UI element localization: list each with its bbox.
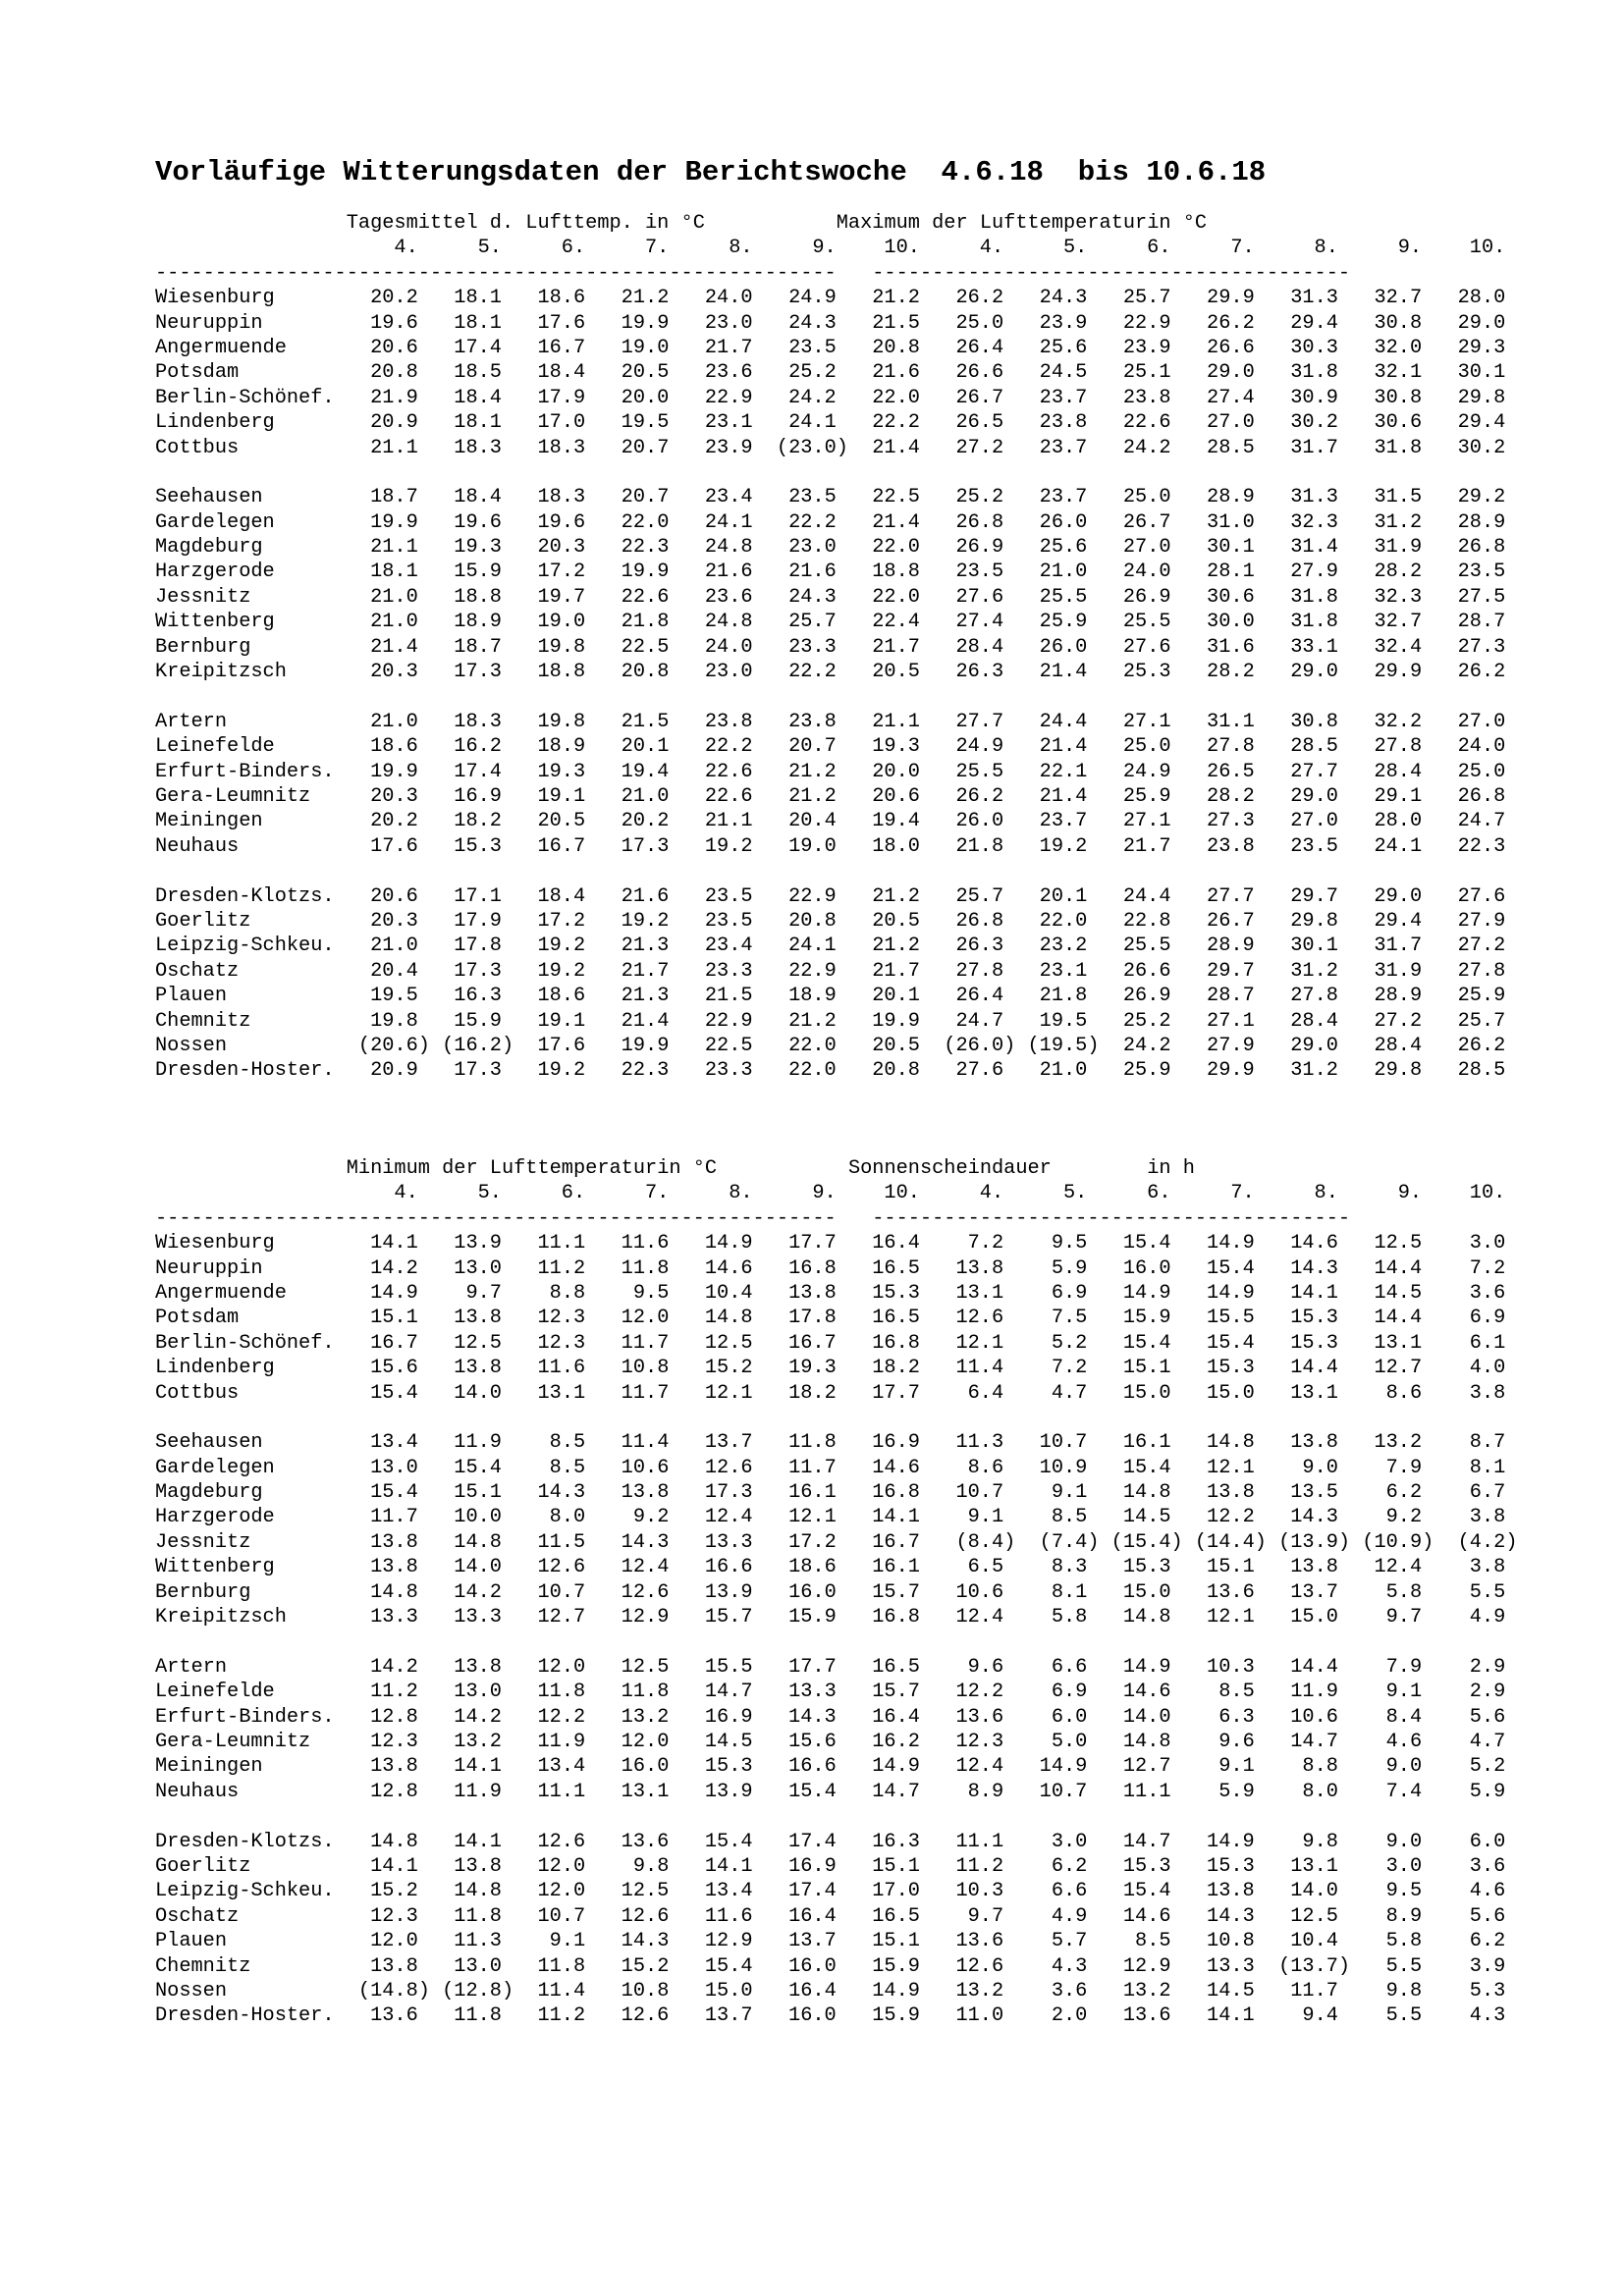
station-name: Neuruppin (155, 1256, 263, 1280)
table-row (155, 1929, 1518, 1953)
right-values: 6.4 4.7 15.0 15.0 13.1 8.6 3.8 (932, 1381, 1518, 1405)
left-values: 15.4 14.0 13.1 11.7 12.1 18.2 17.7 (334, 1381, 933, 1405)
table-row (155, 834, 1518, 859)
station-name: Gera-Leumnitz (155, 784, 311, 808)
table-row (155, 1754, 1518, 1779)
table-row (155, 660, 1518, 684)
left-values: (20.6) (16.2) 17.6 19.9 22.5 22.0 20.5 (334, 1034, 933, 1057)
station-name: Oschatz (155, 959, 240, 983)
station-name: Dresden-Klotzs. (155, 1830, 335, 1853)
table-row (155, 1306, 1518, 1330)
table-row (155, 884, 1518, 909)
group-spacer (155, 1406, 1518, 1430)
right-values: 26.4 25.6 23.9 26.6 30.3 32.0 29.3 (932, 336, 1518, 359)
station-name: Leipzig-Schkeu. (155, 934, 335, 958)
right-values: 28.4 26.0 27.6 31.6 33.1 32.4 27.3 (932, 635, 1518, 659)
left-values: 21.0 18.3 19.8 21.5 23.8 23.8 21.1 (334, 710, 933, 733)
station-name: Lindenberg (155, 411, 275, 435)
table-row (155, 1058, 1518, 1083)
table-row (155, 286, 1518, 310)
left-values: 15.1 13.8 12.3 12.0 14.8 17.8 16.5 (334, 1307, 933, 1330)
left-values: 19.9 17.4 19.3 19.4 22.6 21.2 20.0 (334, 760, 933, 783)
station-name: Kreipitzsch (155, 1606, 287, 1629)
group-spacer (155, 460, 1518, 485)
station-name: Chemnitz (155, 1954, 251, 1978)
station-name: Wittenberg (155, 1556, 275, 1579)
right-values: 9.1 8.5 14.5 12.2 14.3 9.2 3.8 (932, 1506, 1518, 1529)
table-row (155, 784, 1518, 809)
right-values: 12.4 5.8 14.8 12.1 15.0 9.7 4.9 (932, 1606, 1518, 1629)
right-values: 21.8 19.2 21.7 23.8 23.5 24.1 22.3 (932, 834, 1518, 858)
right-values: 11.4 7.2 15.1 15.3 14.4 12.7 4.0 (932, 1357, 1518, 1380)
station-name: Dresden-Klotzs. (155, 884, 335, 908)
right-values: 26.3 23.2 25.5 28.9 30.1 31.7 27.2 (932, 934, 1518, 958)
right-values: 24.7 19.5 25.2 27.1 28.4 27.2 25.7 (932, 1009, 1518, 1033)
right-values: 27.2 23.7 24.2 28.5 31.7 31.8 30.2 (932, 436, 1518, 459)
station-name: Wiesenburg (155, 1232, 275, 1255)
table-row (155, 2003, 1518, 2028)
table-row (155, 1979, 1518, 2003)
table-row (155, 1530, 1518, 1555)
left-values: 13.4 11.9 8.5 11.4 13.7 11.8 16.9 (334, 1431, 933, 1455)
right-values: (26.0) (19.5) 24.2 27.9 29.0 28.4 26.2 (932, 1034, 1518, 1057)
left-values: 14.1 13.9 11.1 11.6 14.9 17.7 16.4 (334, 1232, 933, 1255)
left-values: 13.6 11.8 11.2 12.6 13.7 16.0 15.9 (334, 2004, 933, 2028)
right-values: 27.7 24.4 27.1 31.1 30.8 32.2 27.0 (932, 710, 1518, 733)
station-name: Nossen (155, 1034, 228, 1057)
left-values: 18.1 15.9 17.2 19.9 21.6 21.6 18.8 (334, 561, 933, 584)
table-row (155, 909, 1518, 934)
table-row (155, 1680, 1518, 1704)
table-row (155, 1904, 1518, 1929)
station-name: Gardelegen (155, 1456, 275, 1479)
station-name: Bernburg (155, 1580, 251, 1604)
left-values: 21.0 17.8 19.2 21.3 23.4 24.1 21.2 (334, 934, 933, 958)
table-row (155, 1381, 1518, 1406)
left-values: 14.2 13.8 12.0 12.5 15.5 17.7 16.5 (334, 1655, 933, 1679)
right-values: 11.3 10.7 16.1 14.8 13.8 13.2 8.7 (932, 1431, 1518, 1455)
table-row (155, 1231, 1518, 1255)
left-values: 16.7 12.5 12.3 11.7 12.5 16.7 16.8 (334, 1331, 933, 1355)
table-rule: --------------------------------------------------------- ---------------------------------------- (155, 1206, 1351, 1230)
right-values: 24.9 21.4 25.0 27.8 28.5 27.8 24.0 (932, 735, 1518, 759)
table-row (155, 934, 1518, 958)
station-name: Erfurt-Binders. (155, 760, 335, 783)
table-row (155, 1331, 1518, 1356)
left-values: 21.1 19.3 20.3 22.3 24.8 23.0 22.0 (334, 536, 933, 560)
right-values: 25.7 20.1 24.4 27.7 29.7 29.0 27.6 (932, 884, 1518, 908)
station-name: Magdeburg (155, 1481, 263, 1505)
right-values: 8.6 10.9 15.4 12.1 9.0 7.9 8.1 (932, 1456, 1518, 1479)
group-spacer (155, 1804, 1518, 1829)
right-values: 26.8 22.0 22.8 26.7 29.8 29.4 27.9 (932, 909, 1518, 933)
station-name: Dresden-Hoster. (155, 1059, 335, 1083)
table-row (155, 1580, 1518, 1605)
table-row (155, 436, 1518, 460)
table-row (155, 1555, 1518, 1579)
table-row (155, 809, 1518, 833)
table-header-days: 4. 5. 6. 7. 8. 9. 10. 4. 5. 6. 7. 8. 9. 10. (155, 1182, 1518, 1205)
right-column-title: Maximum der Lufttemperatur (836, 212, 1148, 235)
station-name: Bernburg (155, 635, 251, 659)
table-row (155, 1830, 1518, 1854)
table-row (155, 510, 1518, 535)
right-values: 7.2 9.5 15.4 14.9 14.6 12.5 3.0 (932, 1232, 1518, 1255)
left-values: 20.3 16.9 19.1 21.0 22.6 21.2 20.6 (334, 784, 933, 808)
left-values: 14.8 14.1 12.6 13.6 15.4 17.4 16.3 (334, 1830, 933, 1853)
left-values: 14.2 13.0 11.2 11.8 14.6 16.8 16.5 (334, 1256, 933, 1280)
left-values: 18.6 16.2 18.9 20.1 22.2 20.7 19.3 (334, 735, 933, 759)
left-values: 13.8 14.1 13.4 16.0 15.3 16.6 14.9 (334, 1755, 933, 1779)
station-name: Leinefelde (155, 1681, 275, 1704)
right-values: 26.2 24.3 25.7 29.9 31.3 32.7 28.0 (932, 287, 1518, 310)
station-name: Meiningen (155, 810, 263, 833)
right-values: 10.3 6.6 15.4 13.8 14.0 9.5 4.6 (932, 1880, 1518, 1903)
left-column-unit: in °C (645, 212, 705, 235)
right-values: 26.9 25.6 27.0 30.1 31.4 31.9 26.8 (932, 536, 1518, 560)
left-values: 20.6 17.1 18.4 21.6 23.5 22.9 21.2 (334, 884, 933, 908)
right-values: 13.1 6.9 14.9 14.9 14.1 14.5 3.6 (932, 1281, 1518, 1305)
station-name: Leipzig-Schkeu. (155, 1880, 335, 1903)
left-values: 13.8 13.0 11.8 15.2 15.4 16.0 15.9 (334, 1954, 933, 1978)
table-row (155, 1705, 1518, 1730)
left-values: 21.0 18.9 19.0 21.8 24.8 25.7 22.4 (334, 611, 933, 634)
left-values: 12.8 11.9 11.1 13.1 13.9 15.4 14.7 (334, 1780, 933, 1803)
right-values: 25.5 22.1 24.9 26.5 27.7 28.4 25.0 (932, 760, 1518, 783)
right-values: (8.4) (7.4) (15.4) (14.4) (13.9) (10.9) (4.2) (932, 1530, 1518, 1554)
table-row (155, 1256, 1518, 1281)
table-header-days: 4. 5. 6. 7. 8. 9. 10. 4. 5. 6. 7. 8. 9. 10. (155, 237, 1518, 260)
right-values: 12.4 14.9 12.7 9.1 8.8 9.0 5.2 (932, 1755, 1518, 1779)
right-values: 26.4 21.8 26.9 28.7 27.8 28.9 25.9 (932, 985, 1518, 1008)
table-row (155, 1356, 1518, 1380)
right-values: 9.6 6.6 14.9 10.3 14.4 7.9 2.9 (932, 1655, 1518, 1679)
table-row (155, 360, 1518, 385)
left-values: 15.2 14.8 12.0 12.5 13.4 17.4 17.0 (334, 1880, 933, 1903)
table-row (155, 336, 1518, 360)
left-values: 12.3 13.2 11.9 12.0 14.5 15.6 16.2 (334, 1730, 933, 1753)
left-values: 14.8 14.2 10.7 12.6 13.9 16.0 15.7 (334, 1580, 933, 1604)
right-values: 26.6 24.5 25.1 29.0 31.8 32.1 30.1 (932, 361, 1518, 385)
station-name: Harzgerode (155, 1506, 275, 1529)
table-row (155, 410, 1518, 435)
right-values: 12.6 7.5 15.9 15.5 15.3 14.4 6.9 (932, 1307, 1518, 1330)
table-row (155, 1480, 1518, 1505)
station-name: Magdeburg (155, 536, 263, 560)
right-values: 13.8 5.9 16.0 15.4 14.3 14.4 7.2 (932, 1256, 1518, 1280)
station-name: Neuhaus (155, 834, 240, 858)
station-name: Lindenberg (155, 1357, 275, 1380)
left-column-title: Tagesmittel d. Lufttemp. (346, 212, 633, 235)
station-name: Berlin-Schönef. (155, 386, 335, 409)
right-values: 12.1 5.2 15.4 15.4 15.3 13.1 6.1 (932, 1331, 1518, 1355)
left-values: 21.0 18.8 19.7 22.6 23.6 24.3 22.0 (334, 585, 933, 609)
station-name: Wiesenburg (155, 287, 275, 310)
left-values: 21.4 18.7 19.8 22.5 24.0 23.3 21.7 (334, 635, 933, 659)
left-values: 21.1 18.3 18.3 20.7 23.9 (23.0) 21.4 (334, 436, 933, 459)
left-values: 20.8 18.5 18.4 20.5 23.6 25.2 21.6 (334, 361, 933, 385)
left-values: 20.6 17.4 16.7 19.0 21.7 23.5 20.8 (334, 336, 933, 359)
left-values: 13.0 15.4 8.5 10.6 12.6 11.7 14.6 (334, 1456, 933, 1479)
table-row (155, 610, 1518, 634)
station-name: Neuruppin (155, 311, 263, 335)
left-values: 14.9 9.7 8.8 9.5 10.4 13.8 15.3 (334, 1281, 933, 1305)
right-values: 13.6 5.7 8.5 10.8 10.4 5.8 6.2 (932, 1930, 1518, 1953)
left-values: (14.8) (12.8) 11.4 10.8 15.0 16.4 14.9 (334, 1979, 933, 2002)
left-values: 19.8 15.9 19.1 21.4 22.9 21.2 19.9 (334, 1009, 933, 1033)
table-row (155, 1730, 1518, 1754)
right-values: 26.7 23.7 23.8 27.4 30.9 30.8 29.8 (932, 386, 1518, 409)
left-values: 20.3 17.3 18.8 20.8 23.0 22.2 20.5 (334, 661, 933, 684)
station-name: Artern (155, 710, 228, 733)
left-values: 11.2 13.0 11.8 11.8 14.7 13.3 15.7 (334, 1681, 933, 1704)
station-name: Oschatz (155, 1904, 240, 1928)
left-values: 19.6 18.1 17.6 19.9 23.0 24.3 21.5 (334, 311, 933, 335)
right-values: 26.8 26.0 26.7 31.0 32.3 31.2 28.9 (932, 510, 1518, 534)
station-name: Angermuende (155, 1281, 287, 1305)
table-row (155, 1954, 1518, 1979)
left-values: 18.7 18.4 18.3 20.7 23.4 23.5 22.5 (334, 486, 933, 509)
table-row (155, 386, 1518, 410)
right-values: 11.1 3.0 14.7 14.9 9.8 9.0 6.0 (932, 1830, 1518, 1853)
station-name: Potsdam (155, 361, 240, 385)
table-row (155, 535, 1518, 560)
table-row (155, 1780, 1518, 1804)
right-values: 10.6 8.1 15.0 13.6 13.7 5.8 5.5 (932, 1580, 1518, 1604)
station-name: Kreipitzsch (155, 661, 287, 684)
right-column-unit: in h (1147, 1157, 1195, 1180)
right-values: 12.6 4.3 12.9 13.3 (13.7) 5.5 3.9 (932, 1954, 1518, 1978)
table-row (155, 760, 1518, 784)
right-values: 11.2 6.2 15.3 15.3 13.1 3.0 3.6 (932, 1854, 1518, 1878)
left-values: 15.6 13.8 11.6 10.8 15.2 19.3 18.2 (334, 1357, 933, 1380)
table-row (155, 1430, 1518, 1455)
right-values: 13.6 6.0 14.0 6.3 10.6 8.4 5.6 (932, 1705, 1518, 1729)
table-min-temperature-sunshine (155, 1156, 1518, 2029)
station-name: Nossen (155, 1979, 228, 2002)
table-row (155, 1655, 1518, 1680)
right-values: 10.7 9.1 14.8 13.8 13.5 6.2 6.7 (932, 1481, 1518, 1505)
left-values: 12.8 14.2 12.2 13.2 16.9 14.3 16.4 (334, 1705, 933, 1729)
right-values: 26.3 21.4 25.3 28.2 29.0 29.9 26.2 (932, 661, 1518, 684)
group-spacer (155, 1629, 1518, 1654)
station-name: Angermuende (155, 336, 287, 359)
left-values: 20.2 18.2 20.5 20.2 21.1 20.4 19.4 (334, 810, 933, 833)
station-name: Plauen (155, 985, 228, 1008)
table-header-titles (155, 1156, 1518, 1181)
table-row (155, 1879, 1518, 1903)
right-values: 26.0 23.7 27.1 27.3 27.0 28.0 24.7 (932, 810, 1518, 833)
right-values: 12.3 5.0 14.8 9.6 14.7 4.6 4.7 (932, 1730, 1518, 1753)
station-name: Jessnitz (155, 585, 251, 609)
left-values: 13.3 13.3 12.7 12.9 15.7 15.9 16.8 (334, 1606, 933, 1629)
right-values: 11.0 2.0 13.6 14.1 9.4 5.5 4.3 (932, 2004, 1518, 2028)
left-values: 20.2 18.1 18.6 21.2 24.0 24.9 21.2 (334, 287, 933, 310)
station-name: Plauen (155, 1930, 228, 1953)
table-row (155, 585, 1518, 610)
table-row (155, 1034, 1518, 1058)
station-name: Jessnitz (155, 1530, 251, 1554)
right-values: 6.5 8.3 15.3 15.1 13.8 12.4 3.8 (932, 1556, 1518, 1579)
right-values: 25.0 23.9 22.9 26.2 29.4 30.8 29.0 (932, 311, 1518, 335)
station-name: Harzgerode (155, 561, 275, 584)
station-name: Goerlitz (155, 1854, 251, 1878)
station-name: Cottbus (155, 1381, 240, 1405)
table-row (155, 635, 1518, 660)
group-spacer (155, 684, 1518, 709)
table-row (155, 1009, 1518, 1034)
table-row (155, 734, 1518, 759)
station-name: Chemnitz (155, 1009, 251, 1033)
right-column-unit: in °C (1147, 212, 1208, 235)
table-header-titles (155, 211, 1518, 236)
left-values: 15.4 15.1 14.3 13.8 17.3 16.1 16.8 (334, 1481, 933, 1505)
left-values: 14.1 13.8 12.0 9.8 14.1 16.9 15.1 (334, 1854, 933, 1878)
left-values: 19.9 19.6 19.6 22.0 24.1 22.2 21.4 (334, 510, 933, 534)
right-values: 27.6 25.5 26.9 30.6 31.8 32.3 27.5 (932, 585, 1518, 609)
right-values: 13.2 3.6 13.2 14.5 11.7 9.8 5.3 (932, 1979, 1518, 2002)
report-title: Vorläufige Witterungsdaten der Berichtswoche 4.6.18 bis 10.6.18 (155, 156, 1267, 188)
left-values: 11.7 10.0 8.0 9.2 12.4 12.1 14.1 (334, 1506, 933, 1529)
station-name: Cottbus (155, 436, 240, 459)
right-values: 25.2 23.7 25.0 28.9 31.3 31.5 29.2 (932, 486, 1518, 509)
station-name: Wittenberg (155, 611, 275, 634)
station-name: Erfurt-Binders. (155, 1705, 335, 1729)
table-row (155, 1456, 1518, 1480)
station-name: Seehausen (155, 1431, 263, 1455)
station-name: Berlin-Schönef. (155, 1331, 335, 1355)
station-name: Goerlitz (155, 909, 251, 933)
left-values: 17.6 15.3 16.7 17.3 19.2 19.0 18.0 (334, 834, 933, 858)
right-values: 26.2 21.4 25.9 28.2 29.0 29.1 26.8 (932, 784, 1518, 808)
left-column-title: Minimum der Lufttemperatur (346, 1157, 658, 1180)
station-name: Gardelegen (155, 510, 275, 534)
left-values: 19.5 16.3 18.6 21.3 21.5 18.9 20.1 (334, 985, 933, 1008)
left-values: 20.3 17.9 17.2 19.2 23.5 20.8 20.5 (334, 909, 933, 933)
left-values: 20.9 18.1 17.0 19.5 23.1 24.1 22.2 (334, 411, 933, 435)
left-values: 20.9 17.3 19.2 22.3 23.3 22.0 20.8 (334, 1059, 933, 1083)
table-row (155, 1854, 1518, 1879)
station-name: Artern (155, 1655, 228, 1679)
station-name: Potsdam (155, 1307, 240, 1330)
left-values: 13.8 14.8 11.5 14.3 13.3 17.2 16.7 (334, 1530, 933, 1554)
table-row (155, 984, 1518, 1008)
right-column-title: Sonnenscheindauer (847, 1157, 1052, 1180)
left-values: 21.9 18.4 17.9 20.0 22.9 24.2 22.0 (334, 386, 933, 409)
station-name: Meiningen (155, 1755, 263, 1779)
station-name: Neuhaus (155, 1780, 240, 1803)
station-name: Leinefelde (155, 735, 275, 759)
station-name: Gera-Leumnitz (155, 1730, 311, 1753)
table-row (155, 1281, 1518, 1306)
left-values: 12.0 11.3 9.1 14.3 12.9 13.7 15.1 (334, 1930, 933, 1953)
table-row (155, 1605, 1518, 1629)
right-values: 27.8 23.1 26.6 29.7 31.2 31.9 27.8 (932, 959, 1518, 983)
left-values: 20.4 17.3 19.2 21.7 23.3 22.9 21.7 (334, 959, 933, 983)
left-values: 12.3 11.8 10.7 12.6 11.6 16.4 16.5 (334, 1904, 933, 1928)
right-values: 27.4 25.9 25.5 30.0 31.8 32.7 28.7 (932, 611, 1518, 634)
right-values: 26.5 23.8 22.6 27.0 30.2 30.6 29.4 (932, 411, 1518, 435)
group-spacer (155, 859, 1518, 883)
right-values: 9.7 4.9 14.6 14.3 12.5 8.9 5.6 (932, 1904, 1518, 1928)
right-values: 12.2 6.9 14.6 8.5 11.9 9.1 2.9 (932, 1681, 1518, 1704)
left-column-unit: in °C (657, 1157, 718, 1180)
right-values: 23.5 21.0 24.0 28.1 27.9 28.2 23.5 (932, 561, 1518, 584)
table-row (155, 1505, 1518, 1529)
table-rule: --------------------------------------------------------- ---------------------------------------- (155, 261, 1351, 285)
station-name: Dresden-Hoster. (155, 2004, 335, 2028)
station-name: Seehausen (155, 486, 263, 509)
table-row (155, 485, 1518, 509)
table-row (155, 560, 1518, 584)
table-mean-max-temperature (155, 211, 1518, 1084)
table-row (155, 311, 1518, 336)
left-values: 13.8 14.0 12.6 12.4 16.6 18.6 16.1 (334, 1556, 933, 1579)
table-row (155, 710, 1518, 734)
right-values: 8.9 10.7 11.1 5.9 8.0 7.4 5.9 (932, 1780, 1518, 1803)
right-values: 27.6 21.0 25.9 29.9 31.2 29.8 28.5 (932, 1059, 1518, 1083)
table-row (155, 959, 1518, 984)
